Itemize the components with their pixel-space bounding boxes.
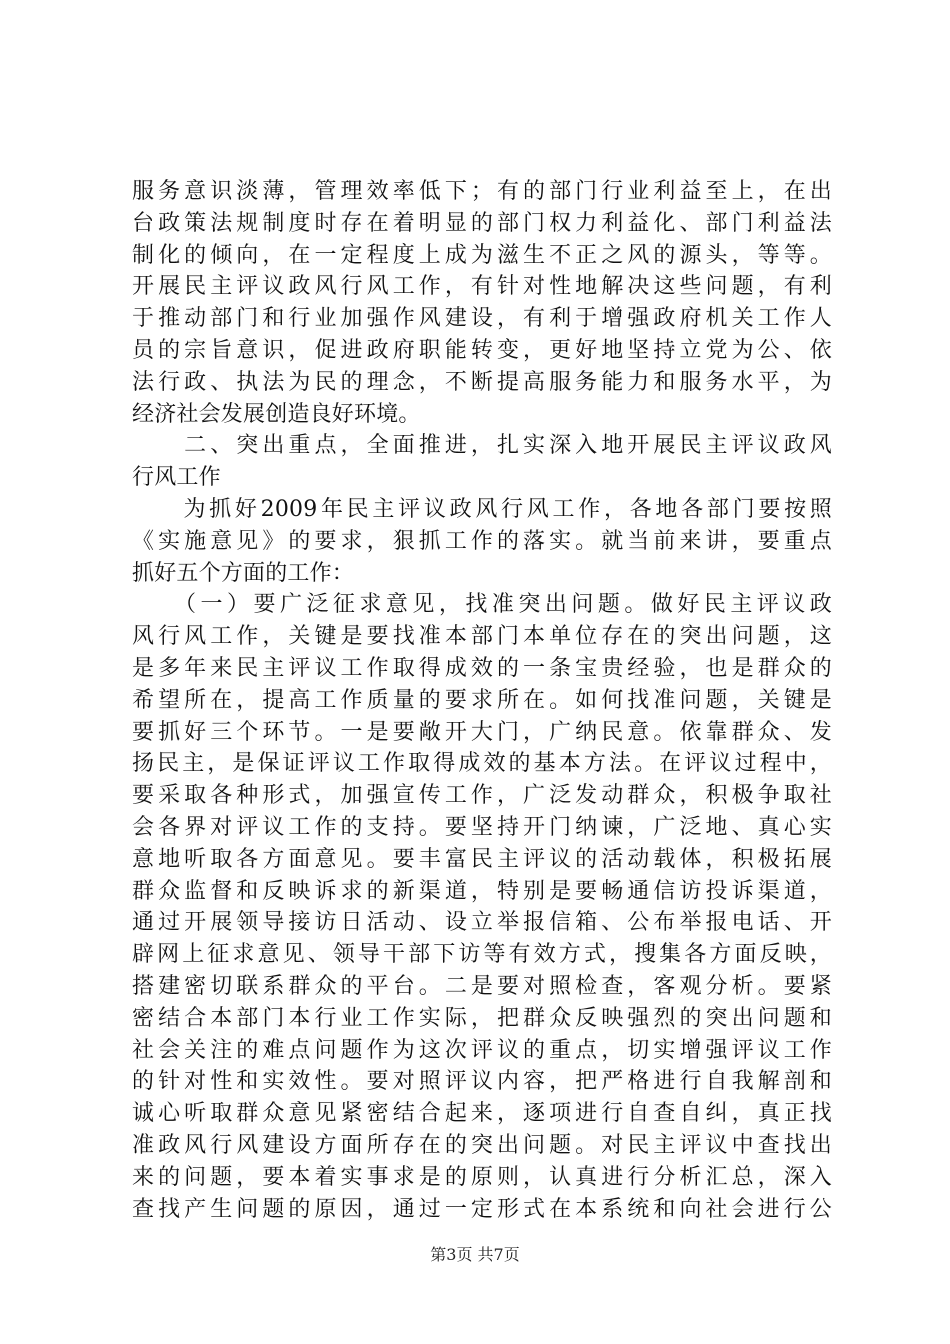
text-line: 的针对性和实效性。要对照评议内容，把严格进行自我解剖和 <box>132 1069 832 1095</box>
text-line: 要采取各种形式，加强宣传工作，广泛发动群众，积极争取社 <box>132 783 832 809</box>
text-line: 意地听取各方面意见。要丰富民主评议的活动载体，积极拓展 <box>132 846 832 872</box>
text-line: 法行政、执法为民的理念，不断提高服务能力和服务水平，为 <box>132 369 832 395</box>
text-line: 开展民主评议政风行风工作，有针对性地解决这些问题，有利 <box>132 274 832 300</box>
text-line: 会各界对评议工作的支持。要坚持开门纳谏，广泛地、真心实 <box>132 814 832 840</box>
text-line: 希望所在，提高工作质量的要求所在。如何找准问题，关键是 <box>132 687 832 713</box>
text-line: 于推动部门和行业加强作风建设，有利于增强政府机关工作人 <box>132 306 832 332</box>
text-line: 抓好五个方面的工作： <box>132 560 355 586</box>
text-line: 要抓好三个环节。一是要敞开大门，广纳民意。依靠群众、发 <box>132 719 832 745</box>
text-line: （一）要广泛征求意见，找准突出问题。做好民主评议政 <box>132 592 832 618</box>
text-line: 服务意识淡薄，管理效率低下；有的部门行业利益至上，在出 <box>132 179 832 204</box>
text-line: 密结合本部门本行业工作实际，把群众反映强烈的突出问题和 <box>132 1005 832 1031</box>
section-heading-line: 二、突出重点，全面推进，扎实深入地开展民主评议政风 <box>132 433 832 459</box>
text-line: 来的问题，要本着实事求是的原则，认真进行分析汇总，深入 <box>132 1164 832 1190</box>
text-line: 搭建密切联系群众的平台。二是要对照检查，客观分析。要紧 <box>132 973 832 999</box>
text-line: 台政策法规制度时存在着明显的部门权力利益化、部门利益法 <box>132 210 832 236</box>
section-heading-line: 行风工作 <box>132 465 221 491</box>
text-line: 为抓好2009年民主评议政风行风工作，各地各部门要按照 <box>132 496 832 522</box>
text-line: 社会关注的难点问题作为这次评议的重点，切实增强评议工作 <box>132 1037 832 1063</box>
text-line: 群众监督和反映诉求的新渠道，特别是要畅通信访投诉渠道， <box>132 878 832 904</box>
body-text <box>132 176 832 1225</box>
text-line: 制化的倾向，在一定程度上成为滋生不正之风的源头，等等。 <box>132 242 832 268</box>
text-line: 《实施意见》的要求，狠抓工作的落实。就当前来讲，要重点 <box>132 528 832 554</box>
text-line: 查找产生问题的原因，通过一定形式在本系统和向社会进行公 <box>132 1196 832 1222</box>
text-line: 风行风工作，关键是要找准本部门本单位存在的突出问题，这 <box>132 624 832 650</box>
text-line: 经济社会发展创造良好环境。 <box>132 401 421 427</box>
text-line: 员的宗旨意识，促进政府职能转变，更好地坚持立党为公、依 <box>132 337 832 363</box>
text-line: 扬民主，是保证评议工作取得成效的基本方法。在评议过程中， <box>132 751 832 777</box>
text-line: 通过开展领导接访日活动、设立举报信箱、公布举报电话、开 <box>132 910 832 936</box>
text-line: 诚心听取群众意见紧密结合起来，逐项进行自查自纠，真正找 <box>132 1101 832 1127</box>
text-line: 准政风行风建设方面所存在的突出问题。对民主评议中查找出 <box>132 1132 832 1158</box>
text-line: 是多年来民主评议工作取得成效的一条宝贵经验，也是群众的 <box>132 655 832 681</box>
page-footer: 第3页 共7页 <box>430 1245 520 1264</box>
text-line: 辟网上征求意见、领导干部下访等有效方式，搜集各方面反映， <box>132 942 832 968</box>
